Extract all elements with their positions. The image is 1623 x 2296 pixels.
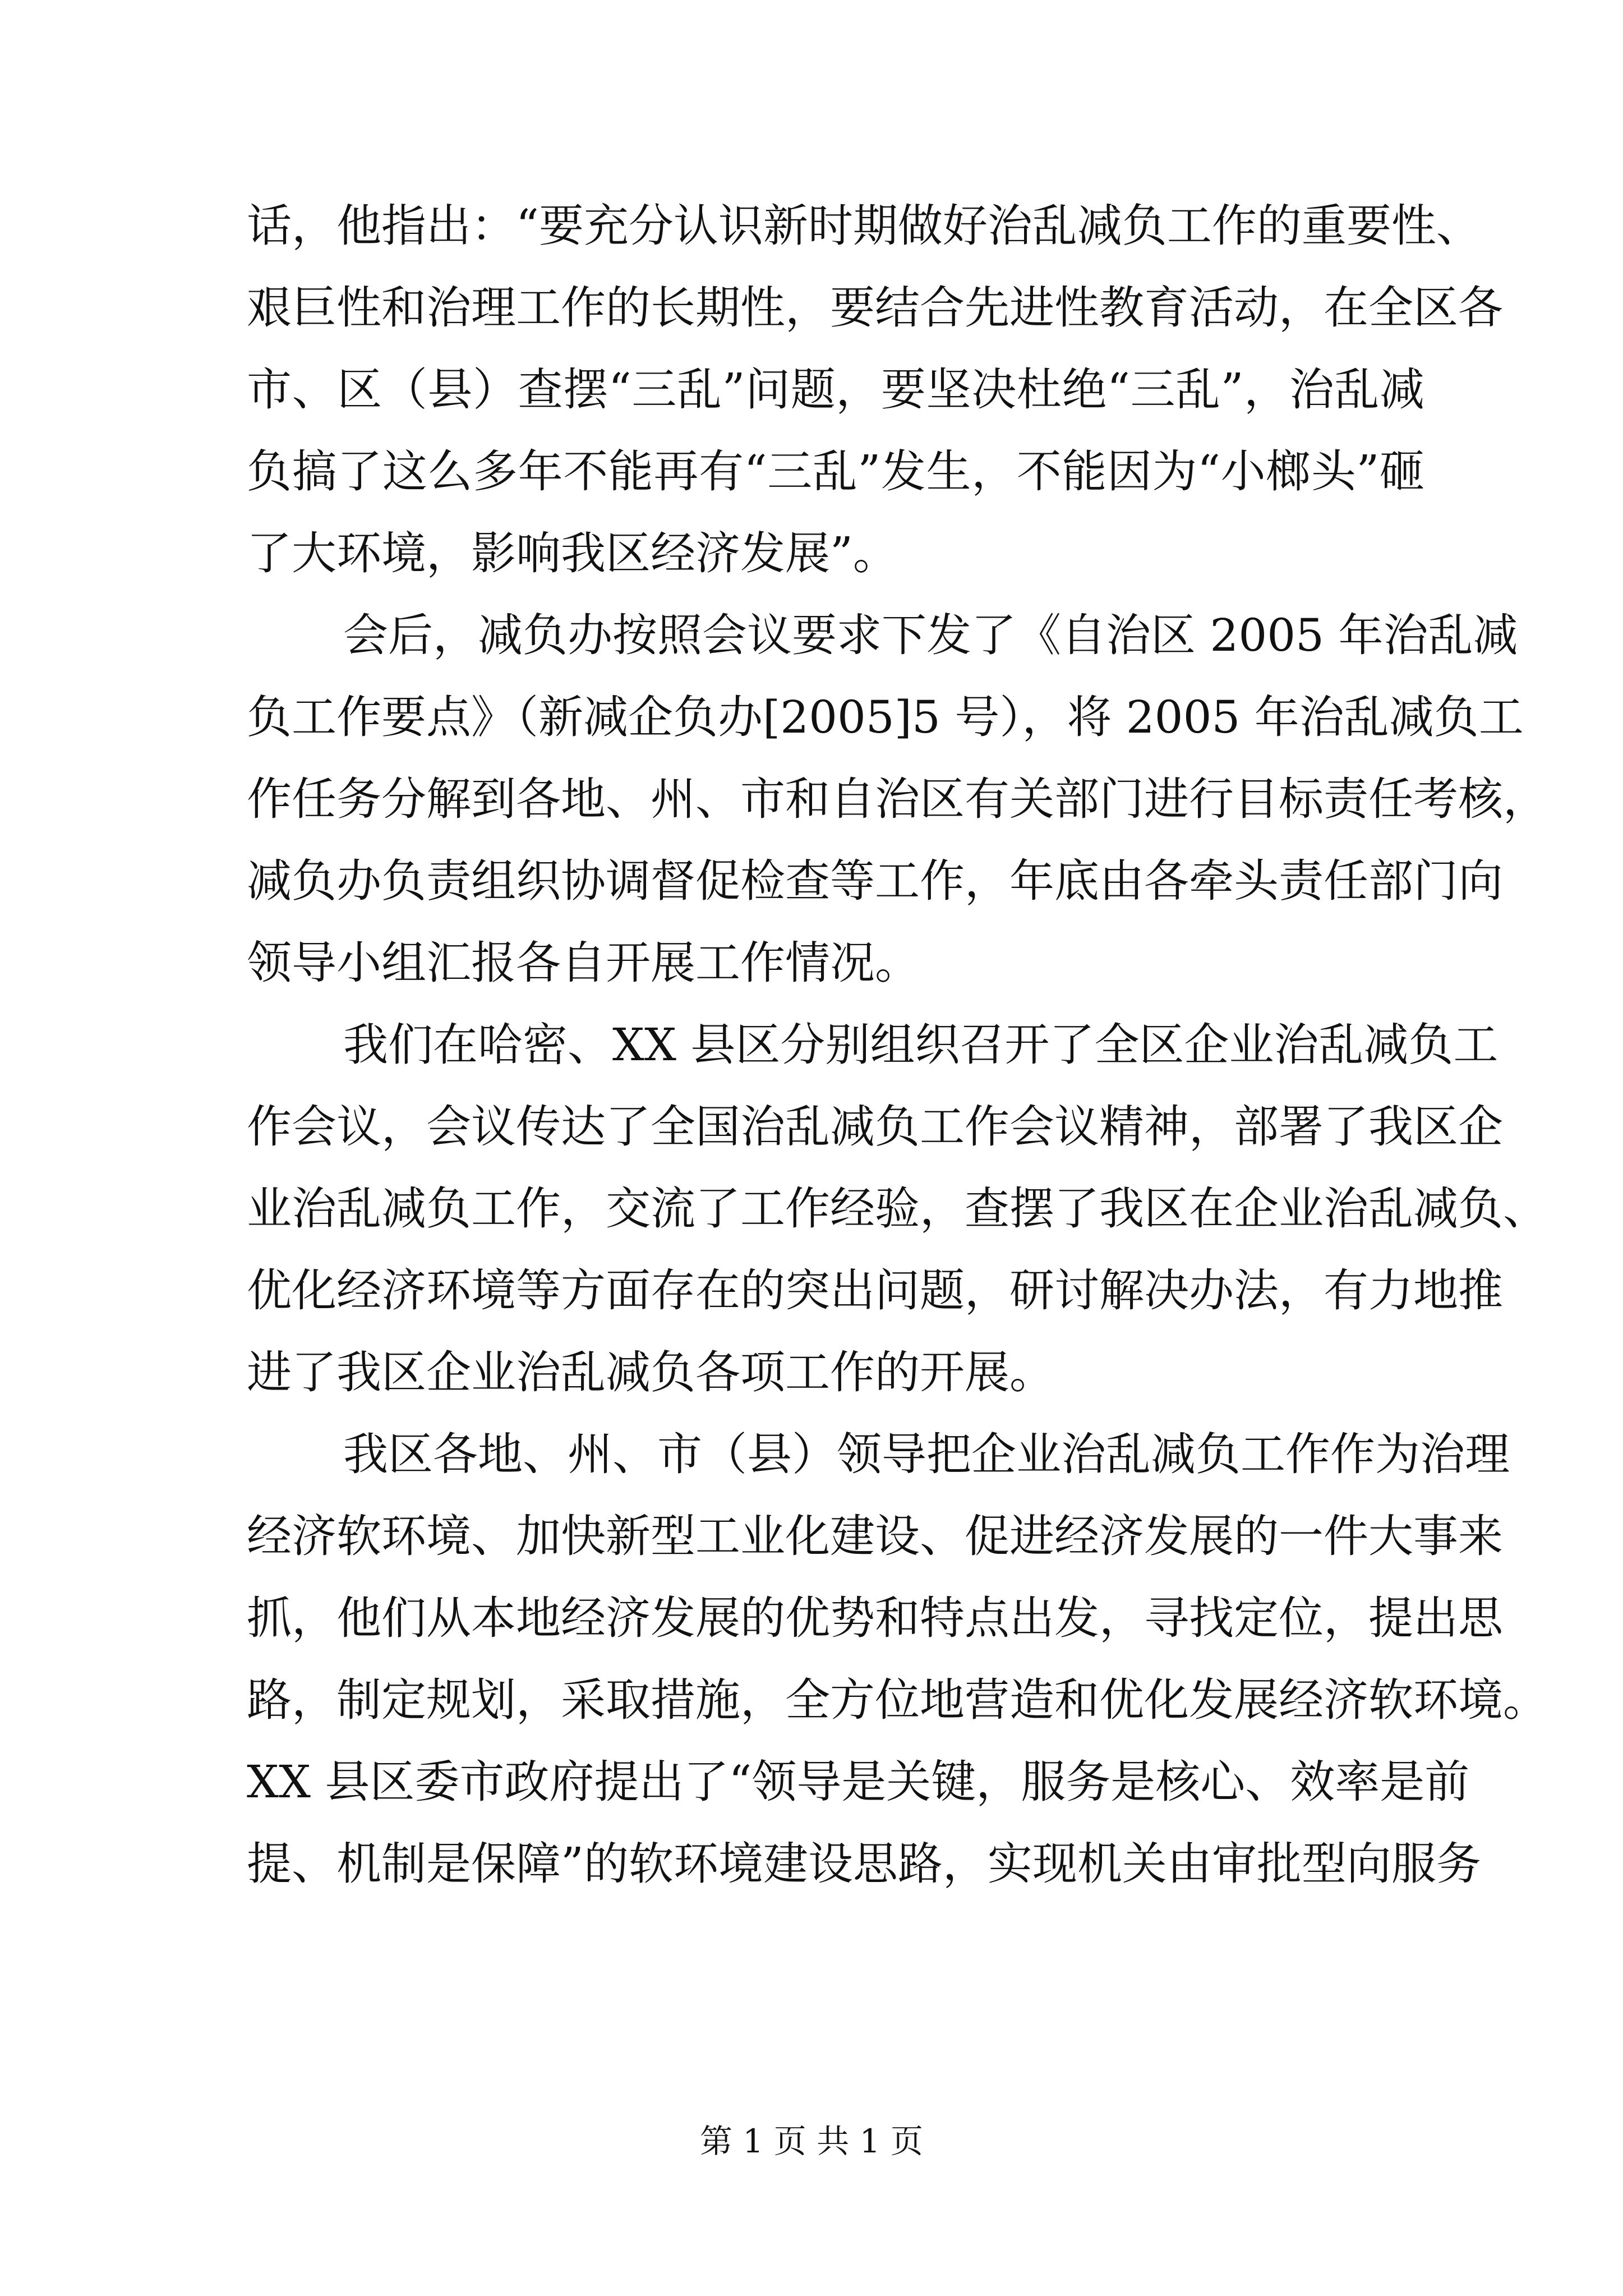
paragraph-1 xyxy=(247,185,1503,595)
text-line: 减负办负责组织协调督促检查等工作，年底由各牵头责任部门向 xyxy=(247,855,1503,907)
paragraph-3 xyxy=(247,1004,1548,1414)
page-number-footer: 第 1 页 共 1 页 xyxy=(700,2122,923,2160)
text-line: 业治乱减负工作，交流了工作经验，查摆了我区在企业治乱减负、 xyxy=(247,1182,1548,1235)
text-line: 路，制定规划，采取措施，全方位地营造和优化发展经济软环境。 xyxy=(247,1674,1548,1726)
text-line: 了大环境，影响我区经济发展”。 xyxy=(247,527,898,579)
text-line: 作任务分解到各地、州、市和自治区有关部门进行目标责任考核， xyxy=(247,773,1548,825)
text-line: 我区各地、州、市（县）领导把企业治乱减负工作作为治理 xyxy=(343,1428,1510,1480)
text-line: 抓，他们从本地经济发展的优势和特点出发，寻找定位，提出思 xyxy=(247,1592,1503,1644)
text-line: XX 县区委市政府提出了“领导是关键，服务是核心、效率是前 xyxy=(247,1756,1470,1808)
text-line: 我们在哈密、XX 县区分别组织召开了全区企业治乱减负工 xyxy=(343,1019,1498,1071)
text-line: 领导小组汇报各自开展工作情况。 xyxy=(247,937,920,989)
text-line: 负搞了这么多年不能再有“三乱”发生，不能因为“小榔头”砸 xyxy=(247,445,1424,498)
paragraph-2 xyxy=(247,595,1548,1004)
text-line: 提、机制是保障”的软环境建设思路，实现机关由审批型向服务 xyxy=(247,1838,1481,1890)
text-line: 优化经济环境等方面存在的突出问题，研讨解决办法，有力地推 xyxy=(247,1264,1503,1317)
text-line: 进了我区企业治乱减负各项工作的开展。 xyxy=(247,1346,1054,1398)
body-text xyxy=(247,185,1548,1905)
text-line: 话，他指出：“要充分认识新时期做好治乱减负工作的重要性、 xyxy=(247,200,1481,252)
paragraph-4 xyxy=(247,1414,1548,1905)
text-line: 经济软环境、加快新型工业化建设、促进经济发展的一件大事来 xyxy=(247,1510,1503,1562)
text-line: 市、区（县）查摆“三乱”问题，要坚决杜绝“三乱”，治乱减 xyxy=(247,364,1424,416)
text-line: 会后，减负办按照会议要求下发了《自治区 2005 年治乱减 xyxy=(343,609,1518,661)
text-line: 作会议，会议传达了全国治乱减负工作会议精神，部署了我区企 xyxy=(247,1101,1503,1153)
text-line: 艰巨性和治理工作的长期性，要结合先进性教育活动，在全区各 xyxy=(247,282,1503,334)
text-line: 负工作要点》（新减企负办[2005]5 号），将 2005 年治乱减负工 xyxy=(247,691,1524,743)
